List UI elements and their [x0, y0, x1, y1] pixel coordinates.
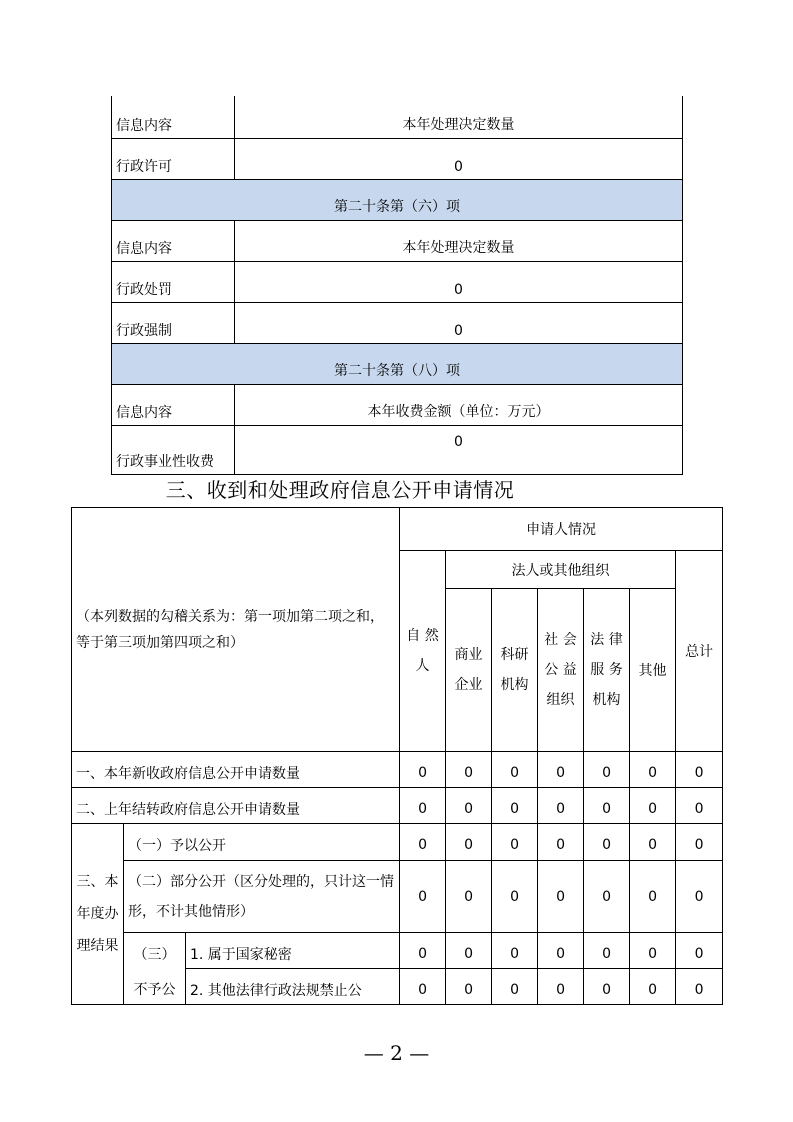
cell: 0 — [446, 861, 492, 933]
table-row — [112, 385, 683, 426]
section-header-row — [112, 180, 683, 221]
cell: 0 — [584, 969, 630, 1005]
not-disclosed-group: （三） — [124, 933, 186, 969]
section-header: 第二十条第（六）项 — [112, 180, 683, 221]
cell: 0 — [630, 824, 676, 861]
cell: 0 — [492, 933, 538, 969]
cell: 0 — [676, 969, 723, 1005]
table-row — [72, 861, 723, 933]
row-value: 0 — [235, 426, 683, 475]
table-row — [112, 139, 683, 180]
table-row — [72, 788, 723, 824]
table-row — [112, 96, 683, 139]
table-row — [72, 969, 723, 1005]
row-label: 行政事业性收费 — [112, 426, 235, 475]
cell: 0 — [446, 933, 492, 969]
table-row — [112, 303, 683, 344]
cell: 0 — [538, 752, 584, 788]
commercial-header: 商业企业 — [446, 589, 492, 752]
table-row — [112, 426, 683, 475]
row-label: 二、上年结转政府信息公开申请数量 — [72, 788, 400, 824]
legal-service-header: 法 律 服 务 机构 — [584, 589, 630, 752]
row-value: 0 — [235, 139, 683, 180]
row-value: 0 — [235, 262, 683, 303]
cell: 0 — [400, 752, 446, 788]
applicant-header: 申请人情况 — [400, 508, 723, 551]
cell: 0 — [400, 933, 446, 969]
cell: 0 — [584, 861, 630, 933]
table-row — [72, 824, 723, 861]
cell: 0 — [584, 752, 630, 788]
cell: 0 — [676, 824, 723, 861]
cell: 0 — [676, 933, 723, 969]
section-header: 第二十条第（八）项 — [112, 344, 683, 385]
cell: 0 — [538, 824, 584, 861]
cell: 0 — [492, 752, 538, 788]
row-label: 信息内容 — [112, 96, 235, 139]
row-label: 一、本年新收政府信息公开申请数量 — [72, 752, 400, 788]
cell: 0 — [446, 788, 492, 824]
cell: 0 — [492, 788, 538, 824]
cell: 0 — [630, 969, 676, 1005]
total-header: 总计 — [676, 551, 723, 752]
admin-decisions-table — [111, 96, 683, 475]
row-label: 行政强制 — [112, 303, 235, 344]
row-label: 信息内容 — [112, 221, 235, 262]
cell: 0 — [492, 969, 538, 1005]
table-row — [72, 508, 723, 551]
table-row — [112, 221, 683, 262]
cell: 0 — [676, 752, 723, 788]
row-label: （一）予以公开 — [124, 824, 400, 861]
cell: 0 — [400, 824, 446, 861]
cell: 0 — [538, 861, 584, 933]
cell: 0 — [538, 933, 584, 969]
row-label: 行政许可 — [112, 139, 235, 180]
cell: 0 — [492, 824, 538, 861]
table-description: （本列数据的勾稽关系为：第一项加第二项之和，等于第三项加第四项之和） — [72, 508, 400, 752]
cell: 0 — [584, 788, 630, 824]
row-label: 信息内容 — [112, 385, 235, 426]
row-label: 1. 属于国家秘密 — [186, 933, 400, 969]
cell: 0 — [400, 861, 446, 933]
cell: 0 — [630, 861, 676, 933]
research-header: 科研机构 — [492, 589, 538, 752]
row-value: 本年收费金额（单位：万元） — [235, 385, 683, 426]
cell: 0 — [676, 861, 723, 933]
social-header: 社 会 公 益 组织 — [538, 589, 584, 752]
cell: 0 — [630, 752, 676, 788]
cell: 0 — [446, 752, 492, 788]
cell: 0 — [446, 824, 492, 861]
row-value: 0 — [235, 303, 683, 344]
cell: 0 — [492, 861, 538, 933]
cell: 0 — [676, 788, 723, 824]
other-header: 其他 — [630, 589, 676, 752]
applications-table — [71, 507, 723, 1005]
section-header-row — [112, 344, 683, 385]
row-label: 行政处罚 — [112, 262, 235, 303]
natural-person-header: 自 然 人 — [400, 551, 446, 752]
cell: 0 — [584, 824, 630, 861]
legal-entity-header: 法人或其他组织 — [446, 551, 676, 589]
table-row — [72, 752, 723, 788]
not-disclosed-group-cont: 不予公 — [124, 969, 186, 1005]
page-number: — 2 — — [363, 1041, 430, 1065]
processing-results-group: 三、本年度办理结果 — [72, 824, 124, 1005]
cell: 0 — [630, 788, 676, 824]
cell: 0 — [630, 933, 676, 969]
row-label: （二）部分公开（区分处理的，只计这一情形，不计其他情形） — [124, 861, 400, 933]
table-row — [112, 262, 683, 303]
section-title: 三、收到和处理政府信息公开申请情况 — [165, 478, 515, 502]
cell: 0 — [400, 788, 446, 824]
cell: 0 — [584, 933, 630, 969]
cell: 0 — [446, 969, 492, 1005]
cell: 0 — [538, 969, 584, 1005]
cell: 0 — [400, 969, 446, 1005]
row-value: 本年处理决定数量 — [235, 221, 683, 262]
table-row — [72, 933, 723, 969]
cell: 0 — [538, 788, 584, 824]
row-label: 2. 其他法律行政法规禁止公 — [186, 969, 400, 1005]
row-value: 本年处理决定数量 — [235, 96, 683, 139]
